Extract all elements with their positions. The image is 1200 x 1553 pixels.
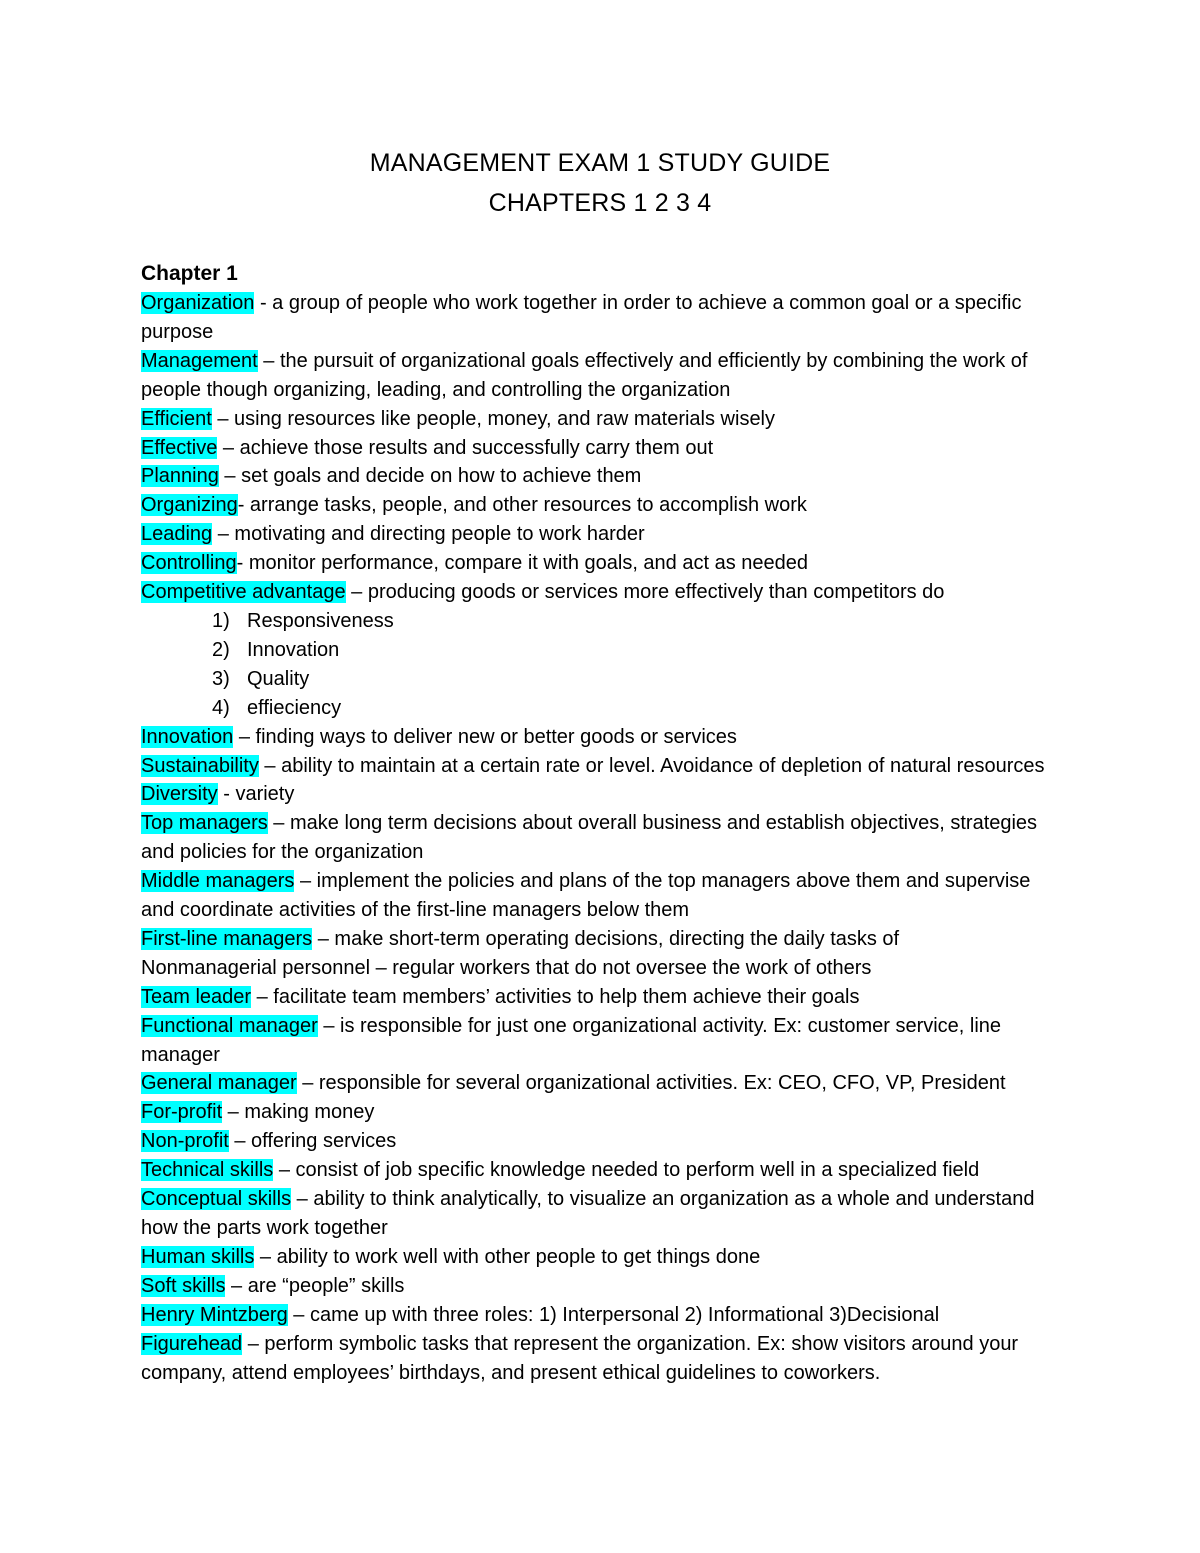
definition-entry-competitive-advantage	[141, 578, 1061, 607]
list-item	[141, 607, 1061, 636]
definition-entry-management	[141, 347, 1061, 405]
term-definition: - arrange tasks, people, and other resources to accomplish work	[237, 494, 807, 517]
document-subtitle: CHAPTERS 1 2 3 4	[488, 189, 712, 217]
term-definition: – making money	[222, 1101, 375, 1124]
highlighted-term: General manager	[141, 1072, 297, 1095]
highlighted-term: Sustainability	[141, 754, 259, 777]
term-definition: – finding ways to deliver new or better goods or services	[233, 725, 737, 748]
highlighted-term: Technical skills	[141, 1159, 274, 1182]
highlighted-term: Figurehead	[141, 1332, 243, 1355]
list-item-text: effieciency	[247, 696, 342, 719]
definition-entry-planning	[141, 462, 1061, 491]
term-definition: – using resources like people, money, and raw materials wisely	[211, 407, 776, 430]
definition-entry-top-managers	[141, 809, 1061, 867]
term-definition: – make short-term operating decisions, directing the daily tasks of	[312, 927, 900, 950]
definition-entry-efficient	[141, 405, 1061, 434]
term-definition: - a group of people who work together in order to achieve a common goal or a specific purpose	[141, 292, 1022, 343]
definition-entry-first-line-managers	[141, 925, 1061, 954]
highlighted-term: Organization	[141, 292, 255, 314]
term-definition: – facilitate team members’ activities to help them achieve their goals	[251, 985, 860, 1008]
study-guide-content	[141, 259, 1061, 1387]
highlighted-term: Controlling	[141, 552, 237, 575]
definition-entry-organization	[141, 289, 1061, 347]
term-definition: – consist of job specific knowledge needed to perform well in a specialized field	[273, 1159, 980, 1182]
highlighted-term: Organizing	[141, 494, 238, 517]
highlighted-term: Middle managers	[141, 870, 295, 893]
definition-entry-human-skills	[141, 1243, 1061, 1272]
highlighted-term: Management	[141, 349, 258, 372]
highlighted-term: Henry Mintzberg	[141, 1303, 288, 1326]
definition-entry-general-manager	[141, 1069, 1061, 1098]
term-definition: – the pursuit of organizational goals effectively and efficiently by combining the work of people though organizing, leading, and controlling the organization	[141, 349, 1028, 401]
highlighted-term: Competitive advantage	[141, 581, 346, 604]
term-definition: – implement the policies and plans of the top managers above them and supervise and coordinate activities of the first-line managers below them	[141, 870, 1031, 922]
definition-entry	[141, 954, 1061, 983]
term-definition: – are “people” skills	[225, 1274, 405, 1297]
definition-entry-controlling	[141, 549, 1061, 578]
list-item	[141, 665, 1061, 694]
highlighted-term: Functional manager	[141, 1014, 318, 1037]
term-definition: - variety	[217, 783, 295, 806]
list-item	[141, 694, 1061, 723]
term-definition: – ability to think analytically, to visualize an organization as a whole and understand how the parts work together	[141, 1188, 1035, 1239]
highlighted-term: Leading	[141, 523, 213, 546]
highlighted-term: Soft skills	[141, 1274, 226, 1297]
definition-entry-conceptual-skills	[141, 1185, 1061, 1243]
highlighted-term: For-profit	[141, 1101, 223, 1124]
highlighted-term: Efficient	[141, 407, 212, 430]
term-definition: – came up with three roles: 1) Interpersonal 2) Informational 3)Decisional	[287, 1303, 940, 1326]
list-item	[141, 636, 1061, 665]
definition-list-continued	[141, 723, 1061, 1388]
term-definition: – make long term decisions about overall business and establish objectives, strategies and policies for the organization	[141, 812, 1038, 864]
definition-entry-innovation	[141, 723, 1061, 752]
term-definition: – ability to work well with other people to get things done	[254, 1245, 761, 1268]
definition-entry-technical-skills	[141, 1156, 1061, 1185]
term-definition: – ability to maintain at a certain rate or level. Avoidance of depletion of natural resources	[258, 754, 1045, 777]
definition-entry-functional-manager	[141, 1012, 1061, 1070]
list-item-text: Innovation	[247, 638, 340, 661]
definition-entry-soft-skills	[141, 1272, 1061, 1301]
document-title: MANAGEMENT EXAM 1 STUDY GUIDE	[369, 149, 831, 177]
highlighted-term: Effective	[141, 436, 218, 459]
definition-entry-figurehead	[141, 1330, 1061, 1388]
definition-entry-organizing	[141, 491, 1061, 520]
highlighted-term: Planning	[141, 465, 219, 488]
term-definition: – is responsible for just one organizational activity. Ex: customer service, line manager	[141, 1014, 1002, 1066]
list-number: 1)	[212, 609, 230, 632]
highlighted-term: Conceptual skills	[141, 1188, 292, 1211]
list-number: 2)	[212, 638, 230, 661]
term-definition: – achieve those results and successfully carry them out	[217, 436, 714, 459]
definition-entry-team-leader	[141, 983, 1061, 1012]
definition-list	[141, 289, 1061, 607]
definition-entry-leading	[141, 520, 1061, 549]
definition-entry-henry-mintzberg	[141, 1301, 1061, 1330]
term-definition: Nonmanagerial personnel – regular workers that do not oversee the work of others	[141, 956, 872, 979]
list-number: 3)	[212, 667, 230, 690]
highlighted-term: Top managers	[141, 812, 268, 835]
term-definition: – set goals and decide on how to achieve them	[218, 465, 642, 488]
definition-entry-diversity	[141, 780, 1061, 809]
highlighted-term: First-line managers	[141, 927, 313, 950]
term-definition: – producing goods or services more effectively than competitors do	[345, 581, 945, 604]
competitive-advantage-list	[141, 607, 1061, 723]
list-item-text: Responsiveness	[247, 609, 394, 632]
chapter-heading: Chapter 1	[141, 262, 238, 285]
highlighted-term: Diversity	[141, 783, 218, 806]
highlighted-term: Innovation	[141, 725, 234, 748]
definition-entry-sustainability	[141, 752, 1061, 781]
term-definition: – motivating and directing people to work harder	[212, 523, 645, 546]
term-definition: – responsible for several organizational activities. Ex: CEO, CFO, VP, President	[296, 1072, 1006, 1095]
definition-entry-for-profit	[141, 1098, 1061, 1127]
definition-entry-non-profit	[141, 1127, 1061, 1156]
term-definition: – perform symbolic tasks that represent the organization. Ex: show visitors around your company, attend employees’ birthdays, and present ethical guidelines to coworkers.	[141, 1332, 1019, 1384]
list-item-text: Quality	[247, 667, 310, 690]
definition-entry-effective	[141, 434, 1061, 463]
highlighted-term: Team leader	[141, 985, 252, 1008]
term-definition: - monitor performance, compare it with goals, and act as needed	[236, 552, 809, 575]
term-definition: – offering services	[228, 1130, 397, 1153]
highlighted-term: Non-profit	[141, 1130, 229, 1153]
definition-entry-middle-managers	[141, 867, 1061, 925]
highlighted-term: Human skills	[141, 1245, 255, 1268]
document-title-block	[0, 143, 1200, 223]
list-number: 4)	[212, 696, 230, 719]
